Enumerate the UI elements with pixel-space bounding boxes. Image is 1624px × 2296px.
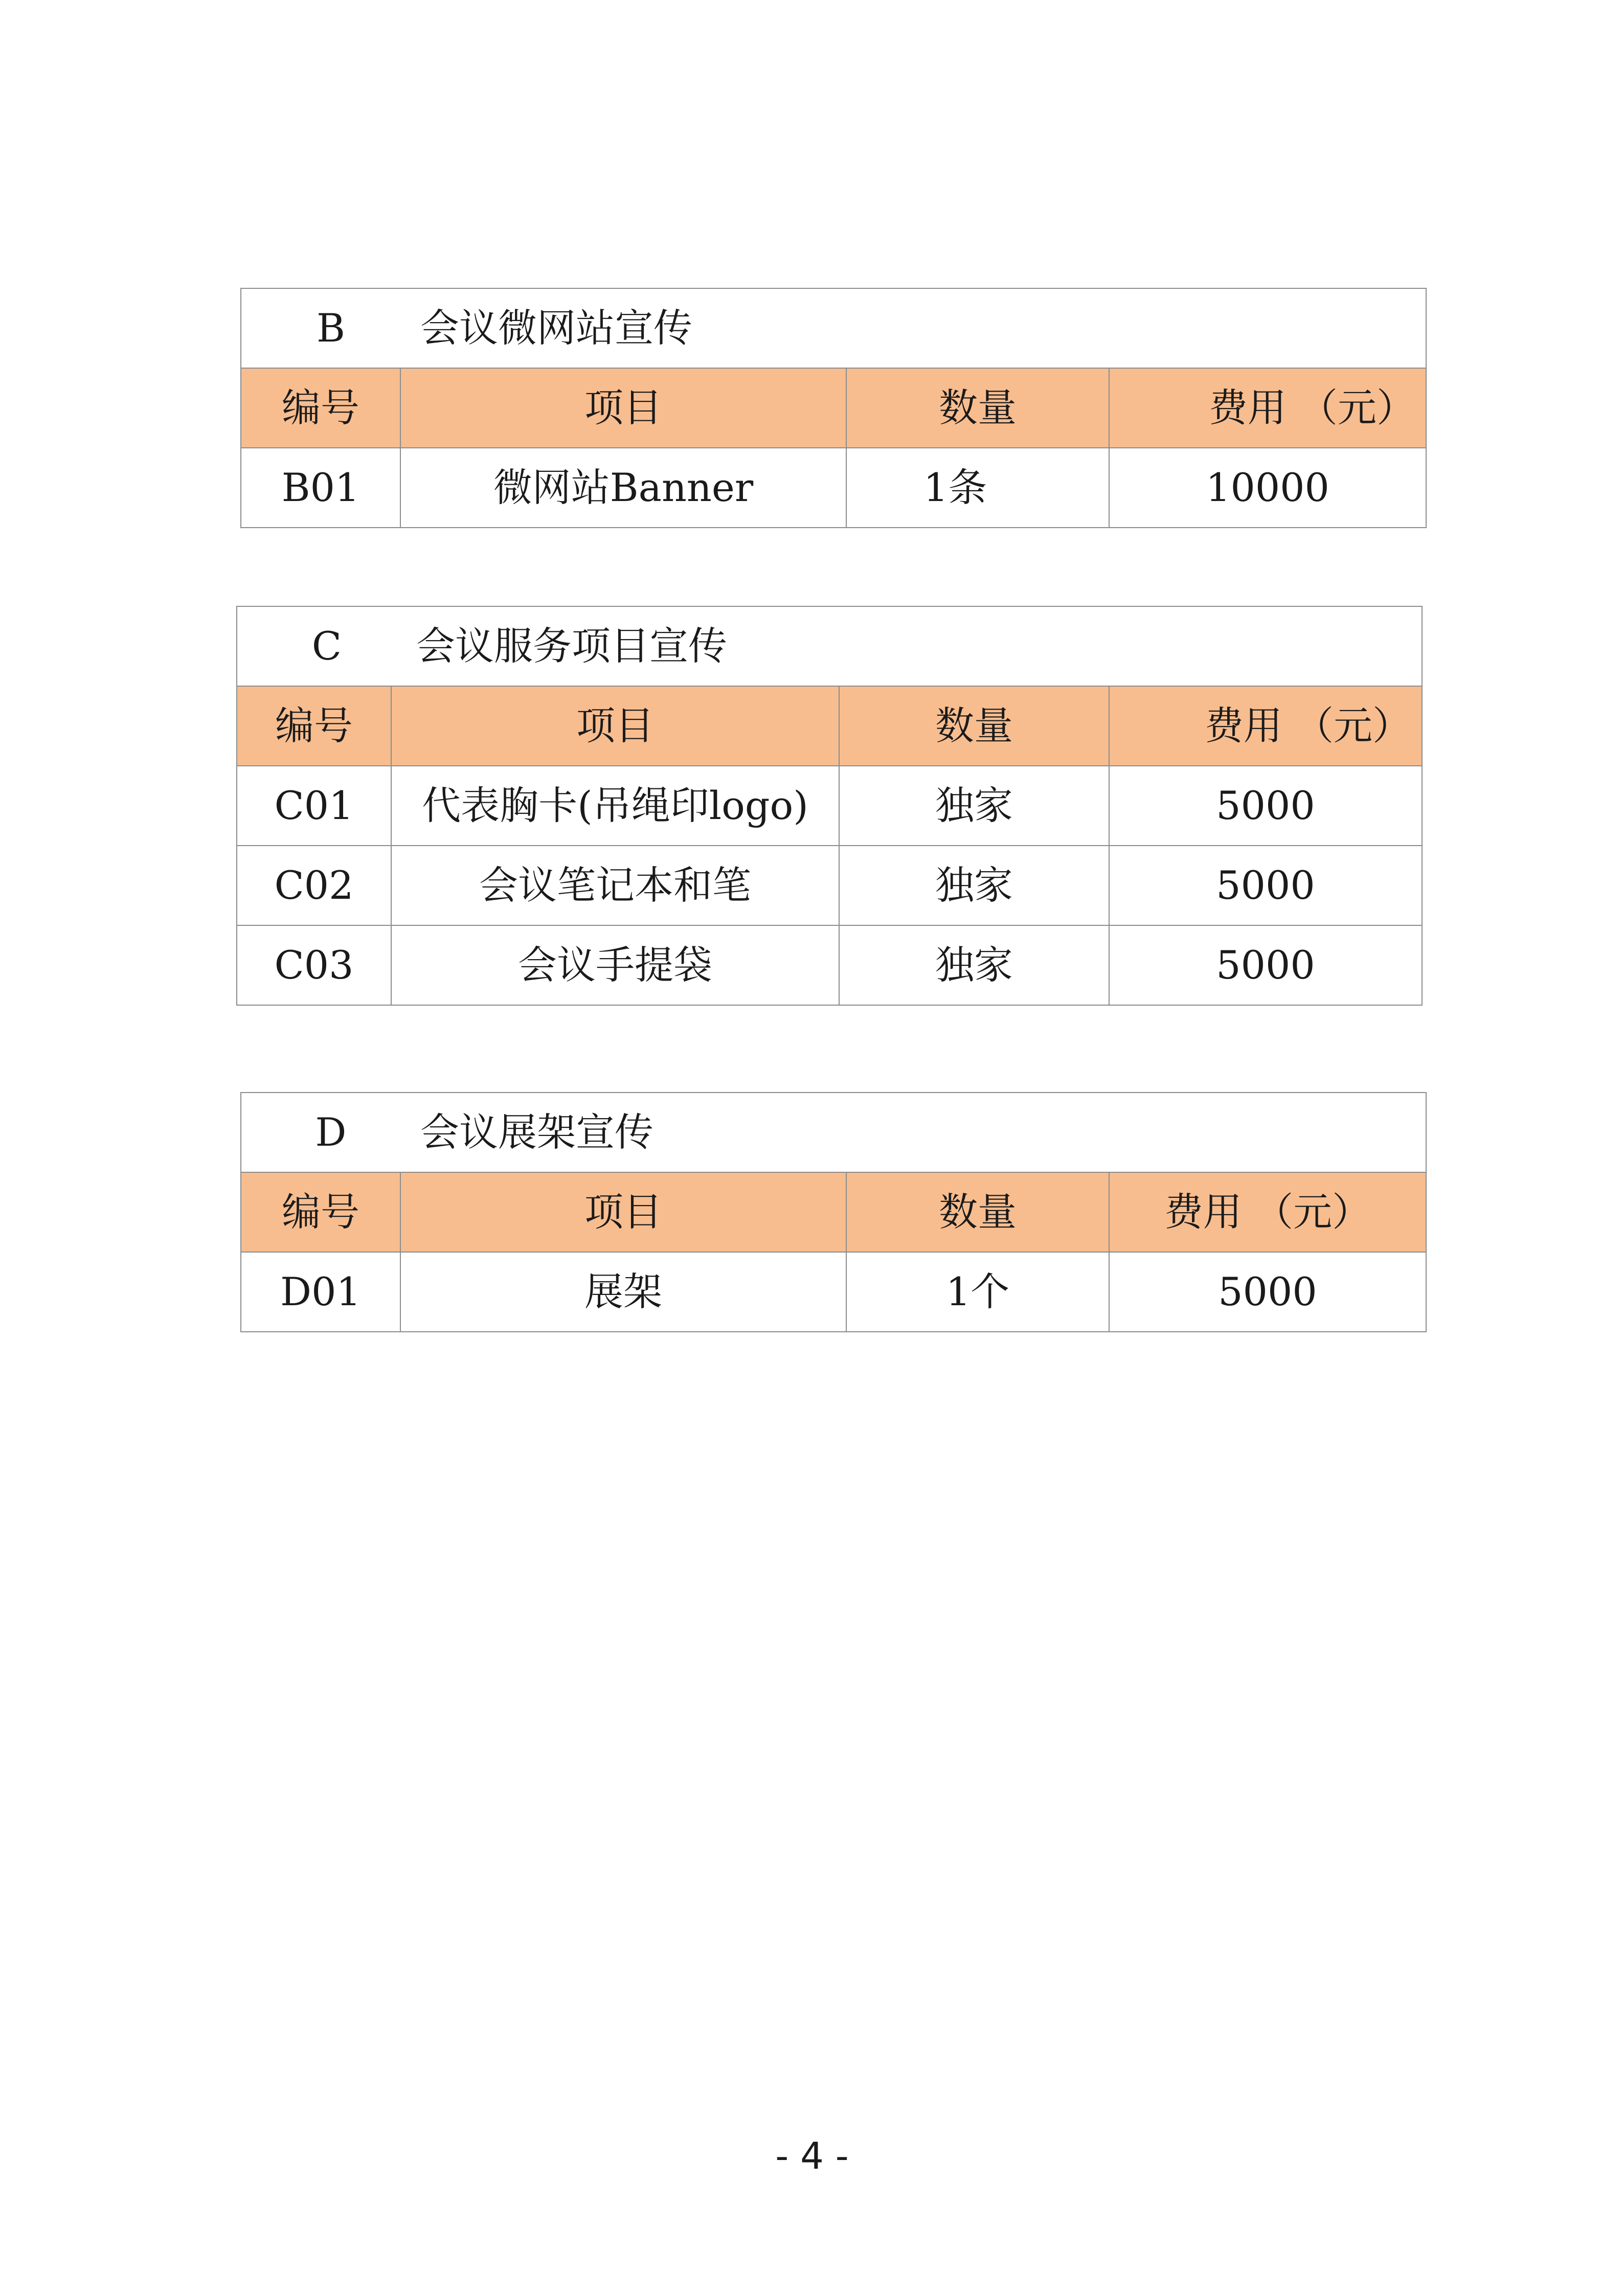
header-fee: 费用 （元）: [1109, 1172, 1426, 1252]
row-fee: 10000: [1109, 448, 1426, 528]
header-row: [241, 1172, 1426, 1252]
row-quantity: 1个: [846, 1252, 1109, 1332]
row-item: 代表胸卡(吊绳印logo): [391, 766, 839, 846]
header-quantity: 数量: [839, 686, 1109, 766]
section-title-cell: [237, 606, 1422, 686]
row-item: 会议笔记本和笔: [391, 846, 839, 925]
row-item: 会议手提袋: [391, 925, 839, 1005]
header-row: [237, 686, 1422, 766]
section-title-row: [237, 606, 1422, 686]
section-title: 会议微网站宣传: [420, 305, 692, 351]
row-fee: 5000: [1109, 846, 1422, 925]
table-row: [237, 766, 1422, 846]
row-quantity: 独家: [839, 846, 1109, 925]
header-fee: 费用 （元）: [1109, 368, 1426, 448]
row-fee: 5000: [1109, 1252, 1426, 1332]
row-code: B01: [241, 448, 400, 528]
section-title-row: [241, 1093, 1426, 1172]
section-code: C: [311, 623, 342, 669]
table-row: [241, 448, 1426, 528]
row-fee: 5000: [1109, 766, 1422, 846]
table-row: [237, 925, 1422, 1005]
header-quantity: 数量: [846, 368, 1109, 448]
section-title-cell: [241, 1093, 1426, 1172]
section-code: B: [317, 305, 345, 351]
table-row: [237, 846, 1422, 925]
row-fee: 5000: [1109, 925, 1422, 1005]
row-item: 展架: [400, 1252, 846, 1332]
header-item: 项目: [400, 1172, 846, 1252]
page-number: - 4 -: [775, 2134, 849, 2177]
row-code: C03: [237, 925, 391, 1005]
section-title-row: [241, 288, 1426, 368]
header-code: 编号: [241, 368, 400, 448]
header-item: 项目: [391, 686, 839, 766]
row-item: 微网站Banner: [400, 448, 846, 528]
section-code: D: [315, 1109, 347, 1155]
row-quantity: 独家: [839, 766, 1109, 846]
row-code: D01: [241, 1252, 400, 1332]
row-code: C01: [237, 766, 391, 846]
section-title: 会议展架宣传: [420, 1109, 653, 1155]
section-title-cell: [241, 288, 1426, 368]
section-b-table: [240, 288, 1427, 528]
table-row: [241, 1252, 1426, 1332]
header-code: 编号: [237, 686, 391, 766]
row-quantity: 独家: [839, 925, 1109, 1005]
section-d-table: [240, 1092, 1427, 1332]
section-c-table: [236, 606, 1423, 1006]
header-fee: 费用 （元）: [1109, 686, 1422, 766]
section-title: 会议服务项目宣传: [416, 623, 727, 669]
header-code: 编号: [241, 1172, 400, 1252]
row-code: C02: [237, 846, 391, 925]
header-item: 项目: [400, 368, 846, 448]
row-quantity: 1条: [846, 448, 1109, 528]
header-row: [241, 368, 1426, 448]
header-quantity: 数量: [846, 1172, 1109, 1252]
